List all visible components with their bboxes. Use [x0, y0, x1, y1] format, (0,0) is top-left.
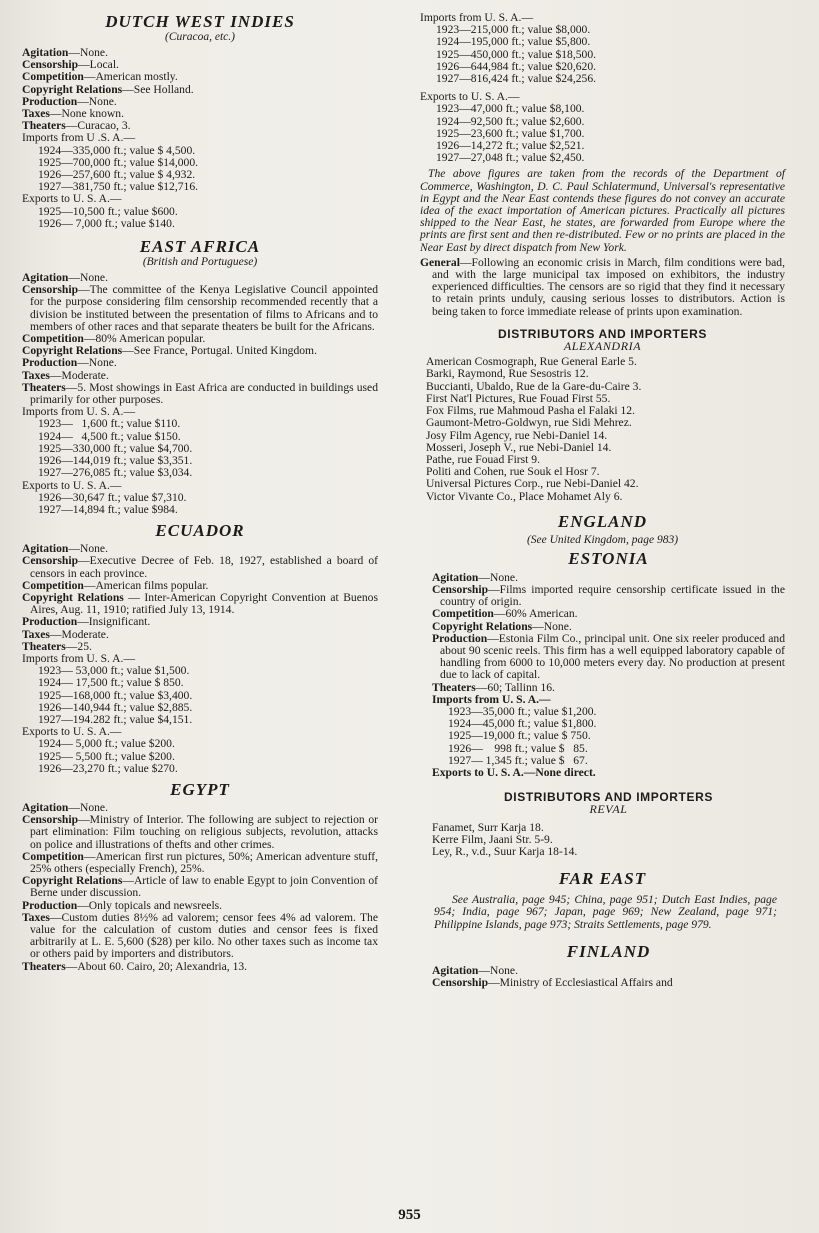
exports-list: [22, 206, 378, 230]
figure-row: 1923—215,000 ft.; value $8,000.: [436, 23, 591, 37]
entry-competition: Competition—American mostly.: [22, 70, 178, 84]
section-finland: [420, 943, 785, 989]
figure-row: 1924—195,000 ft.; value $5,800.: [436, 35, 591, 49]
entry-taxes: Taxes—Moderate.: [22, 627, 109, 641]
exports-heading: Exports to U. S. A.—: [22, 478, 122, 492]
list-item: Barki, Raymond, Rue Sesostris 12.: [426, 367, 589, 381]
figure-row: 1923—47,000 ft.; value $8,100.: [436, 102, 585, 116]
section-subtitle: (British and Portuguese): [142, 256, 258, 269]
figure-row: 1923— 1,600 ft.; value $110.: [38, 417, 181, 431]
imports-list: [432, 706, 785, 767]
entry-agitation: Agitation—None.: [22, 271, 108, 285]
section-title: DUTCH WEST INDIES: [105, 12, 295, 31]
section-subtitle: (See United Kingdom, page 983): [526, 533, 679, 546]
figure-row: 1927—816,424 ft.; value $24,256.: [436, 72, 597, 86]
figure-row: 1926—140,944 ft.; value $2,885.: [38, 700, 193, 714]
figure-row: 1926—257,600 ft.; value $ 4,932.: [38, 168, 196, 182]
list-item: Universal Pictures Corp., rue Nebi-Daniel 42.: [426, 477, 639, 491]
figure-row: 1927—194.282 ft.; value $4,151.: [38, 712, 193, 726]
list-item: Politi and Cohen, rue Souk el Hosr 7.: [426, 465, 600, 479]
distributors-list: [432, 822, 785, 859]
figure-row: 1924— 17,500 ft.; value $ 850.: [38, 676, 184, 690]
list-item: Fox Films, rue Mahmoud Pasha el Falaki 12.: [426, 404, 635, 418]
figure-row: 1923— 53,000 ft.; value $1,500.: [38, 664, 190, 678]
entry-copyright: Copyright Relations—See Holland.: [22, 82, 194, 96]
list-item: Kerre Film, Jaani Str. 5-9.: [432, 832, 553, 846]
entry-copyright: Copyright Relations—Article of law to enable Egypt to join Convention of Berne under discussion.: [22, 874, 378, 900]
list-item: Buccianti, Ubaldo, Rue de la Gare-du-Caire 3.: [426, 379, 642, 393]
figures-note: The above figures are taken from the records of the Department of Commerce, Washington, D. C. Paul Schlatermund, Universal's representative in Egypt and the Near East contends these figures do not convey an accurate idea of the exact importation of American pictures. Practically all pictures shipped to the Near East, he states, are forwarded from Europe where the prints are first sent and then re-distributed. Few or no prints are placed in the Near East by direct dispatch from New York.: [420, 167, 785, 254]
figure-row: 1924—45,000 ft.; value $1,800.: [448, 717, 597, 731]
entry-censorship: Censorship—Films imported require censorship certificate issued in the country of origin.: [432, 582, 785, 609]
figure-row: 1926— 7,000 ft.; value $140.: [38, 216, 175, 230]
figure-row: 1925— 5,500 ft.; value $200.: [38, 749, 175, 763]
section-title: EAST AFRICA: [139, 237, 261, 257]
section-subtitle: (Curacoa, etc.): [165, 31, 235, 43]
entry-taxes: Taxes—Custom duties 8½% ad valorem; censor fees 4% ad valorem. The value for the calculation of custom duties and censor fees is fixed arbitrarily at L. E. 5,600 ($28) per kilo. No other taxes such as income tax or others paid by importers and distributors.: [22, 910, 378, 961]
imports-list: [22, 145, 378, 194]
imports-heading: Imports from U .S. A.—: [22, 131, 136, 145]
page-number: 955: [398, 1207, 421, 1223]
section-title: FINLAND: [566, 941, 651, 961]
section-dutch-west-indies: [22, 13, 378, 230]
entry-agitation: Agitation—None.: [22, 800, 108, 814]
entry-taxes: Taxes—Moderate.: [22, 368, 109, 382]
figure-row: 1926—144,019 ft.; value $3,351.: [38, 454, 193, 468]
list-item: Gaumont-Metro-Goldwyn, rue Sidi Mehrez.: [426, 416, 632, 430]
figure-row: 1925—23,600 ft.; value $1,700.: [436, 126, 585, 140]
list-item: Josy Film Agency, rue Nebi-Daniel 14.: [426, 428, 608, 442]
list-item: Mosseri, Joseph V., rue Nebi-Daniel 14.: [426, 440, 612, 454]
section-title: FAR EAST: [558, 869, 647, 889]
figure-row: 1924—92,500 ft.; value $2,600.: [436, 114, 585, 128]
figure-row: 1924— 4,500 ft.; value $150.: [38, 429, 181, 443]
distributors-city: ALEXANDRIA: [563, 339, 642, 354]
entry-copyright: Copyright Relations—See France, Portugal. United Kingdom.: [22, 344, 317, 358]
exports-heading: Exports to U. S. A.—: [420, 90, 520, 104]
figure-row: 1927— 1,345 ft.; value $ 67.: [448, 753, 588, 767]
figure-row: 1926—23,270 ft.; value $270.: [38, 761, 178, 775]
entry-competition: Competition—80% American popular.: [22, 332, 206, 346]
imports-list: [420, 24, 785, 85]
figure-row: 1927—27,048 ft.; value $2,450.: [436, 151, 585, 165]
entry-censorship: Censorship—The committee of the Kenya Legislative Council appointed for the purpose considering film censorship recommended recently that a division be instituted between the presentation of films to Africans and to members of other races and that separate theaters be built for the Africans.: [22, 283, 378, 333]
list-item: Ley, R., v.d., Suur Karja 18-14.: [432, 844, 578, 858]
figure-row: 1925—330,000 ft.; value $4,700.: [38, 441, 193, 455]
figure-row: 1927—381,750 ft.; value $12,716.: [38, 180, 199, 194]
list-item: First Nat'l Pictures, Rue Fouad First 55.: [426, 391, 611, 405]
entry-agitation: Agitation—None.: [432, 570, 518, 584]
figure-row: 1925—700,000 ft.; value $14,000.: [38, 155, 199, 169]
entry-censorship: Censorship—Executive Decree of Feb. 18, 1927, established a board of censors in each province.: [22, 554, 378, 580]
imports-list: [22, 418, 378, 479]
imports-heading: Imports from U. S. A.—: [22, 405, 136, 419]
figure-row: 1927—14,894 ft.; value $984.: [38, 502, 178, 516]
entry-competition: Competition—60% American.: [432, 607, 578, 621]
figure-row: 1925—19,000 ft.; value $ 750.: [448, 729, 591, 743]
section-england: [420, 513, 785, 546]
cross-reference-note: See Australia, page 945; China, page 951; Dutch East Indies, page 954; India, page 967; Japan, page 969; New Zealand, page 971; Philippine Islands, page 973; Straits Settlements, page 979.: [434, 893, 777, 931]
imports-list: [22, 665, 378, 726]
entry-theaters: Theaters—25.: [22, 639, 92, 653]
entry-taxes: Taxes—None known.: [22, 107, 124, 121]
entry-copyright: Copyright Relations—None.: [432, 619, 572, 633]
entry-general: General—Following an economic crisis in March, film conditions were bad, and with the large municipal tax imposed on exhibitors, the industry experienced difficulties. The censors are so rigid that they find it necessary to retain prints unduly, causing serious losses to distributors. Action is being taken to force immediate release of prints upon examination.: [420, 255, 785, 318]
left-column: [22, 12, 378, 973]
entry-competition: Competition—American films popular.: [22, 578, 209, 592]
entry-production: Production—Estonia Film Co., principal unit. One six reeler produced and about 90 scenic reels. This firm has a well equipped laboratory capable of handling from 6000 to 10,000 meters every day. No production at present due to lack of capital.: [432, 631, 785, 682]
figure-row: 1924— 5,000 ft.; value $200.: [38, 737, 175, 751]
distributors-list: [420, 356, 785, 502]
exports-heading: Exports to U. S. A.—: [22, 725, 122, 739]
entry-production: Production—None.: [22, 94, 117, 108]
figure-row: 1924—335,000 ft.; value $ 4,500.: [38, 143, 196, 157]
imports-heading: Imports from U. S. A.—: [22, 651, 136, 665]
entry-agitation: Agitation—None.: [22, 542, 108, 556]
entry-production: Production—None.: [22, 356, 117, 370]
entry-copyright: Copyright Relations — Inter-American Copyright Convention at Buenos Aires, Aug. 11, 1910; ratified July 13, 1914.: [22, 590, 378, 617]
figure-row: 1923—35,000 ft.; value $1,200.: [448, 704, 597, 718]
figure-row: 1926—644,984 ft.; value $20,620.: [436, 59, 597, 73]
section-title: ESTONIA: [568, 548, 649, 568]
section-title: ENGLAND: [557, 511, 648, 531]
figure-row: 1925—10,500 ft.; value $600.: [38, 204, 178, 218]
figure-row: 1925—450,000 ft.; value $18,500.: [436, 47, 597, 61]
imports-heading: Imports from U. S. A.—: [420, 11, 534, 24]
list-item: Victor Vivante Co., Place Mohamet Aly 6.: [426, 489, 623, 503]
entry-agitation: Agitation—None.: [432, 963, 518, 977]
entry-agitation: Agitation—None.: [22, 46, 108, 59]
section-title: EGYPT: [170, 779, 230, 799]
section-egypt: [22, 781, 378, 973]
entry-competition: Competition—American first run pictures, 50%; American adventure stuff, 25% others (especially French), 25%.: [22, 849, 378, 875]
section-far-east: [420, 870, 785, 931]
figure-row: 1925—168,000 ft.; value $3,400.: [38, 688, 193, 702]
section-title: ECUADOR: [155, 521, 245, 541]
list-item: American Cosmograph, Rue General Earle 5.: [426, 355, 637, 369]
entry-theaters: Theaters—Curacao, 3.: [22, 119, 131, 133]
entry-theaters: Theaters—5. Most showings in East Africa are conducted in buildings used primarily for other purposes.: [22, 380, 378, 407]
entry-censorship: Censorship—Ministry of Interior. The following are subject to rejection or part elimination: Film touching on religious subjects, revolution, attacks on police and illustrations of thefts and other crimes.: [22, 813, 378, 851]
exports-list: [22, 492, 378, 516]
distributors-heading: DISTRIBUTORS AND IMPORTERS: [504, 790, 713, 805]
list-item: Pathe, rue Fouad First 9.: [426, 452, 540, 466]
section-estonia: [420, 550, 785, 858]
distributors-city: REVAL: [589, 802, 628, 817]
entry-censorship: Censorship—Ministry of Ecclesiastical Affairs and: [432, 976, 673, 989]
entry-theaters: Theaters—60; Tallinn 16.: [432, 680, 555, 694]
exports-line: Exports to U. S. A.—None direct.: [432, 765, 596, 779]
entry-censorship: Censorship—Local.: [22, 58, 119, 72]
figure-row: 1927—276,085 ft.; value $3,034.: [38, 466, 193, 480]
figure-row: 1926—14,272 ft.; value $2,521.: [436, 139, 585, 153]
section-ecuador: [22, 522, 378, 775]
entry-production: Production—Only topicals and newsreels.: [22, 898, 223, 912]
section-east-africa: [22, 238, 378, 516]
list-item: Fanamet, Surr Karja 18.: [432, 820, 544, 834]
exports-list: [22, 738, 378, 775]
exports-list: [420, 103, 785, 164]
entry-theaters: Theaters—About 60. Cairo, 20; Alexandria, 13.: [22, 959, 248, 973]
entry-production: Production—Insignificant.: [22, 615, 151, 629]
distributors-heading: DISTRIBUTORS AND IMPORTERS: [498, 326, 707, 341]
imports-heading: Imports from U. S. A.—: [432, 692, 551, 706]
exports-heading: Exports to U. S. A.—: [22, 192, 122, 206]
right-column: [420, 12, 785, 989]
figure-row: 1926— 998 ft.; value $ 85.: [448, 741, 588, 755]
figure-row: 1926—30,647 ft.; value $7,310.: [38, 490, 187, 504]
